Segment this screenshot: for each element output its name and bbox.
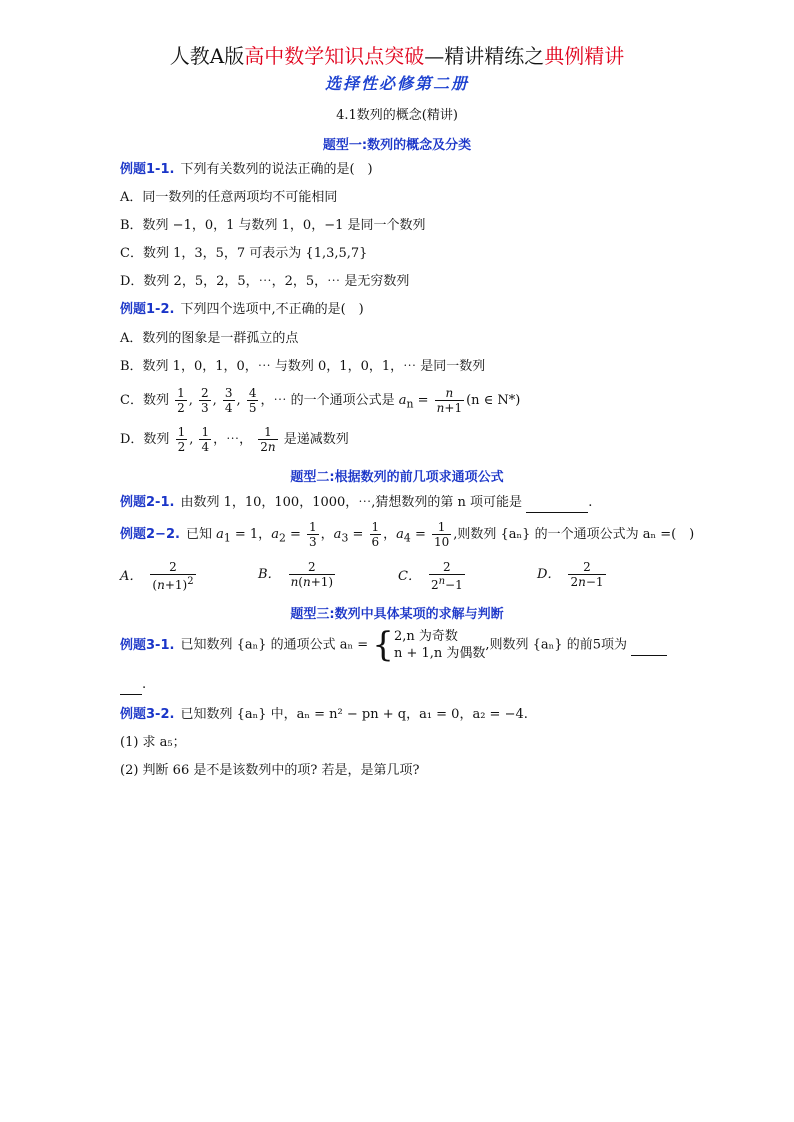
left-brace: { — [372, 625, 394, 665]
fraction: $\frac{2}{2n-1}$ — [570, 560, 604, 589]
fraction: $\frac{2}{2^n-1}$ — [430, 560, 463, 592]
example-2-2-option-c: C． $\frac{2}{2^n-1}$ — [398, 560, 463, 592]
section-heading-2: 题型二:根据数列的前几项求通项公式 — [290, 470, 504, 485]
example-2-1-question: 例题2-1. 由数列 1，10，100，1000，⋯,猜想数列的第 n 项可能是 . — [120, 494, 592, 513]
fraction: $\frac{1}{6}$ — [371, 520, 380, 549]
answer-blank — [526, 494, 588, 513]
fraction: $\frac{1}{2}$ — [177, 425, 186, 454]
example-3-2-part-2: (2) 判断 66 是不是该数列中的项? 若是，是第几项? — [120, 763, 420, 778]
fraction: $\frac{1}{10}$ — [433, 520, 450, 549]
example-1-2-question: 例题1-2. 下列四个选项中,不正确的是( ) — [120, 302, 364, 317]
example-1-2-option-a: A．数列的图象是一群孤立的点 — [120, 331, 299, 346]
fraction: $\frac{1}{4}$ — [201, 425, 210, 454]
fraction: $\frac{2}{3}$ — [201, 386, 209, 415]
piecewise-cases: 2,n 为奇数 n + 1,n 为偶数 — [393, 629, 486, 661]
example-2-2-option-a: A． $\frac{2}{(n+1)^2}$ — [120, 560, 194, 592]
lesson-title: 4.1数列的概念(精讲) — [336, 108, 458, 123]
example-3-2-part-1: (1) 求 a₅； — [120, 735, 186, 750]
fraction: $\frac{3}{4}$ — [224, 386, 233, 415]
document-subtitle: 选择性必修第二册 — [324, 74, 469, 93]
example-1-2-option-b: B．数列 1，0，1，0，⋯ 与数列 0，1，0，1，⋯ 是同一数列 — [120, 359, 486, 374]
fraction: $\frac{n}{n+1}$ — [436, 386, 463, 415]
document-title: 人教A版高中数学知识点突破—精讲精练之典例精讲 — [169, 44, 625, 68]
example-3-1-blank-continuation: . — [120, 676, 146, 695]
answer-blank — [631, 637, 667, 656]
example-1-2-option-d: D．数列 $\frac{1}{2}$ , $\frac{1}{4}$ ，⋯， $\frac{1}{2n}$ 是递减数列 — [120, 425, 349, 454]
example-1-1-question: 例题1-1. 下列有关数列的说法正确的是( ) — [120, 162, 373, 177]
example-1-1-option-a: A．同一数列的任意两项均不可能相同 — [120, 190, 338, 205]
fraction: $\frac{4}{5}$ — [248, 386, 257, 415]
example-3-1-question: 例题3-1. 已知数列 {aₙ} 的通项公式 aₙ = {2,n 为奇数 n + 1,n 为偶数,则数列 {aₙ} 的前5项为 — [120, 628, 667, 662]
example-2-2-option-b: B． $\frac{2}{n(n+1)}$ — [258, 560, 334, 589]
example-2-2-option-d: D． $\frac{2}{2n-1}$ — [537, 560, 604, 589]
section-heading-1: 题型一:数列的概念及分类 — [322, 138, 472, 153]
fraction: $\frac{2}{n(n+1)}$ — [290, 560, 334, 589]
answer-blank — [120, 676, 142, 695]
example-1-1-option-d: D．数列 2，5，2，5，⋯，2，5，⋯ 是无穷数列 — [120, 274, 410, 289]
section-heading-3: 题型三:数列中具体某项的求解与判断 — [290, 607, 504, 622]
example-2-2-question: 例题2−2. 已知 $a_1 = 1$，$a_2$ = $\frac{1}{3}$ ，$a_3$ = $\frac{1}{6}$ ，$a_4$ = $\frac{1}{10}$ ,则数列 {aₙ} 的一个通项公式为 aₙ =( ) — [120, 520, 695, 549]
example-3-2-question: 例题3-2. 已知数列 {aₙ} 中，aₙ = n² − pn + q，a₁ = 0，a₂ = −4. — [120, 707, 528, 722]
fraction: $\frac{1}{3}$ — [309, 520, 317, 549]
fraction: $\frac{1}{2n}$ — [260, 425, 276, 454]
example-1-1-option-b: B．数列 −1，0，1 与数列 1，0，−1 是同一个数列 — [120, 218, 426, 233]
fraction: $\frac{1}{2}$ — [177, 386, 185, 415]
fraction: $\frac{2}{(n+1)^2}$ — [152, 560, 194, 592]
example-1-1-option-c: C．数列 1，3，5，7 可表示为 {1,3,5,7} — [120, 246, 368, 261]
example-1-2-option-c: C．数列 $\frac{1}{2}$ , $\frac{2}{3}$ , $\frac{3}{4}$ , $\frac{4}{5}$ ，⋯ 的一个通项公式是 $a_n$ = $\frac{n}{n+1}$ (n ∈ N*) — [120, 386, 521, 415]
